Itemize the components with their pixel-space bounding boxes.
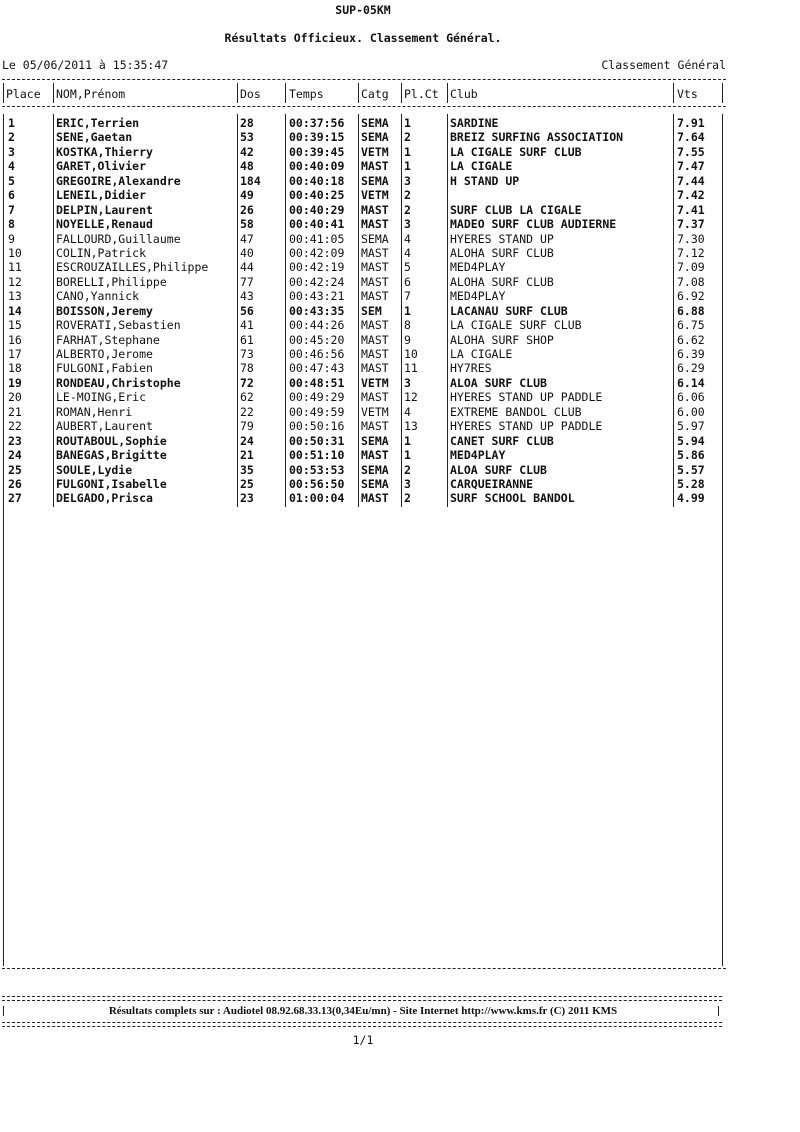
cell-catg: MAST: [361, 159, 389, 174]
cell-temps: 00:53:53: [289, 462, 345, 477]
cell-nom: DELPIN,Laurent: [56, 202, 153, 217]
cell-temps: 00:49:29: [289, 390, 345, 405]
cell-vts: 6.29: [677, 361, 705, 376]
cell-vts: 7.41: [677, 202, 705, 217]
cell-dos: 42: [240, 144, 254, 159]
cell-temps: 00:56:50: [289, 476, 345, 491]
cell-catg: MAST: [361, 390, 389, 405]
cell-club: ALOA SURF CLUB: [450, 462, 547, 477]
cell-club: MED4PLAY: [450, 448, 506, 463]
table-row: [0, 376, 726, 390]
cell-club: HY7RES: [450, 361, 492, 376]
table-row: [0, 130, 726, 144]
cell-plct: 3: [404, 476, 411, 491]
cell-nom: BANEGAS,Brigitte: [56, 448, 167, 463]
cell-vts: 7.47: [677, 159, 705, 174]
cell-dos: 43: [240, 289, 254, 304]
cell-dos: 21: [240, 448, 254, 463]
cell-catg: MAST: [361, 448, 389, 463]
cell-dos: 79: [240, 419, 254, 434]
cell-catg: SEMA: [361, 116, 389, 130]
cell-nom: GREGOIRE,Alexandre: [56, 173, 181, 188]
cell-plct: 3: [404, 375, 411, 390]
cell-vts: 6.62: [677, 332, 705, 347]
cell-place: 5: [8, 173, 15, 188]
cell-temps: 00:43:21: [289, 289, 345, 304]
cell-catg: MAST: [361, 202, 389, 217]
cell-place: 19: [8, 375, 22, 390]
table-border-right-header: [722, 83, 723, 103]
table-row: [0, 405, 726, 419]
page-number: 1/1: [352, 1033, 374, 1047]
cell-temps: 00:40:29: [289, 202, 345, 217]
cell-place: 23: [8, 433, 22, 448]
table-row: [0, 260, 726, 274]
cell-dos: 24: [240, 433, 254, 448]
cell-vts: 7.08: [677, 274, 705, 289]
cell-nom: LENEIL,Didier: [56, 188, 147, 203]
cell-plct: 1: [404, 116, 411, 130]
cell-place: 10: [8, 245, 22, 260]
cell-nom: KOSTKA,Thierry: [56, 144, 153, 159]
cell-dos: 40: [240, 245, 254, 260]
cell-temps: 00:40:41: [289, 217, 345, 232]
cell-plct: 2: [404, 491, 411, 506]
cell-nom: FARHAT,Stephane: [56, 332, 160, 347]
footer-bottom-border: [2, 1022, 722, 1027]
table-row: [0, 145, 726, 159]
cell-place: 21: [8, 404, 22, 419]
cell-plct: 6: [404, 274, 411, 289]
date-line: Le 05/06/2011 à 15:35:47: [2, 58, 169, 72]
header-divider: [2, 106, 726, 107]
cell-dos: 62: [240, 390, 254, 405]
cell-dos: 23: [240, 491, 254, 506]
cell-dos: 35: [240, 462, 254, 477]
cell-nom: FALLOURD,Guillaume: [56, 231, 181, 246]
cell-catg: MAST: [361, 274, 389, 289]
table-row: [0, 361, 726, 375]
cell-dos: 184: [240, 173, 261, 188]
cell-catg: MAST: [361, 217, 389, 232]
cell-vts: 7.37: [677, 217, 705, 232]
header-temps: Temps: [289, 87, 324, 101]
cell-club: SURF CLUB LA CIGALE: [450, 202, 582, 217]
cell-catg: SEMA: [361, 173, 389, 188]
cell-vts: 7.64: [677, 130, 705, 145]
cell-place: 16: [8, 332, 22, 347]
cell-plct: 2: [404, 462, 411, 477]
cell-club: CARQUEIRANNE: [450, 476, 534, 491]
cell-catg: MAST: [361, 245, 389, 260]
cell-vts: 6.00: [677, 404, 705, 419]
table-row: [0, 174, 726, 188]
cell-dos: 61: [240, 332, 254, 347]
cell-vts: 5.94: [677, 433, 705, 448]
cell-nom: SENE,Gaetan: [56, 130, 133, 145]
cell-vts: 7.30: [677, 231, 705, 246]
cell-catg: SEMA: [361, 462, 389, 477]
cell-plct: 3: [404, 217, 411, 232]
cell-place: 17: [8, 347, 22, 361]
cell-plct: 4: [404, 245, 411, 260]
cell-temps: 00:51:10: [289, 448, 345, 463]
table-row: [0, 419, 726, 433]
page-subtitle: Résultats Officieux. Classement Général.: [224, 31, 502, 45]
column-separator: [285, 83, 286, 103]
cell-dos: 47: [240, 231, 254, 246]
footer-text: Résultats complets sur : Audiotel 08.92.68.33.13(0,34Eu/mn) - Site Internet http://www.kms.fr (C) 2011 KMS: [108, 1005, 618, 1017]
cell-catg: MAST: [361, 419, 389, 434]
cell-nom: FULGONI,Isabelle: [56, 476, 167, 491]
cell-club: HYERES STAND UP PADDLE: [450, 419, 603, 434]
cell-temps: 00:42:09: [289, 245, 345, 260]
cell-place: 20: [8, 390, 22, 405]
classement-label: Classement Général: [601, 58, 726, 72]
cell-place: 26: [8, 476, 22, 491]
table-row: [0, 318, 726, 332]
cell-plct: 10: [404, 347, 418, 361]
cell-nom: AUBERT,Laurent: [56, 419, 153, 434]
cell-catg: MAST: [361, 347, 389, 361]
table-row: [0, 347, 726, 361]
cell-dos: 28: [240, 116, 254, 130]
cell-plct: 1: [404, 303, 411, 318]
cell-catg: MAST: [361, 332, 389, 347]
cell-place: 7: [8, 202, 15, 217]
cell-catg: MAST: [361, 260, 389, 275]
cell-vts: 5.28: [677, 476, 705, 491]
cell-vts: 6.75: [677, 318, 705, 333]
cell-catg: SEMA: [361, 476, 389, 491]
cell-plct: 1: [404, 433, 411, 448]
cell-dos: 26: [240, 202, 254, 217]
cell-catg: VETM: [361, 188, 389, 203]
cell-place: 22: [8, 419, 22, 434]
header-dos: Dos: [240, 87, 261, 101]
cell-temps: 00:43:35: [289, 303, 345, 318]
cell-club: LACANAU SURF CLUB: [450, 303, 568, 318]
cell-club: MED4PLAY: [450, 260, 506, 275]
cell-plct: 2: [404, 188, 411, 203]
table-row: [0, 246, 726, 260]
header-nom: NOM,Prénom: [56, 87, 126, 101]
cell-club: SARDINE: [450, 116, 499, 130]
table-row: [0, 232, 726, 246]
cell-club: MADEO SURF CLUB AUDIERNE: [450, 217, 617, 232]
cell-place: 14: [8, 303, 22, 318]
cell-nom: ALBERTO,Jerome: [56, 347, 153, 361]
table-row: [0, 477, 726, 491]
cell-vts: 7.09: [677, 260, 705, 275]
cell-club: ALOHA SURF CLUB: [450, 245, 554, 260]
cell-temps: 00:42:19: [289, 260, 345, 275]
cell-temps: 00:44:26: [289, 318, 345, 333]
cell-temps: 00:48:51: [289, 375, 345, 390]
cell-nom: GARET,Olivier: [56, 159, 147, 174]
table-row: [0, 304, 726, 318]
header-club: Club: [450, 87, 478, 101]
cell-temps: 00:41:05: [289, 231, 345, 246]
cell-place: 11: [8, 260, 22, 275]
cell-place: 8: [8, 217, 15, 232]
cell-catg: VETM: [361, 404, 389, 419]
cell-vts: 5.97: [677, 419, 705, 434]
cell-club: LA CIGALE: [450, 347, 513, 361]
cell-place: 3: [8, 144, 15, 159]
cell-dos: 22: [240, 404, 254, 419]
table-row: [0, 434, 726, 448]
cell-temps: 01:00:04: [289, 491, 345, 506]
cell-plct: 4: [404, 404, 411, 419]
cell-catg: MAST: [361, 361, 389, 376]
cell-club: H STAND UP: [450, 173, 520, 188]
cell-temps: 00:39:15: [289, 130, 345, 145]
cell-place: 25: [8, 462, 22, 477]
cell-place: 24: [8, 448, 22, 463]
cell-nom: LE-MOING,Eric: [56, 390, 147, 405]
cell-dos: 58: [240, 217, 254, 232]
cell-place: 18: [8, 361, 22, 376]
cell-vts: 7.42: [677, 188, 705, 203]
cell-dos: 72: [240, 375, 254, 390]
cell-plct: 3: [404, 173, 411, 188]
cell-nom: ESCROUZAILLES,Philippe: [56, 260, 209, 275]
cell-club: LA CIGALE SURF CLUB: [450, 144, 582, 159]
cell-temps: 00:37:56: [289, 116, 345, 130]
table-row: [0, 159, 726, 173]
cell-plct: 9: [404, 332, 411, 347]
cell-dos: 25: [240, 476, 254, 491]
cell-place: 4: [8, 159, 15, 174]
cell-nom: SOULE,Lydie: [56, 462, 133, 477]
cell-temps: 00:40:09: [289, 159, 345, 174]
cell-club: ALOHA SURF SHOP: [450, 332, 554, 347]
cell-nom: COLIN,Patrick: [56, 245, 147, 260]
cell-catg: MAST: [361, 318, 389, 333]
cell-dos: 78: [240, 361, 254, 376]
cell-nom: DELGADO,Prisca: [56, 491, 153, 506]
table-row: [0, 390, 726, 404]
cell-catg: SEMA: [361, 231, 389, 246]
cell-catg: VETM: [361, 375, 389, 390]
cell-nom: NOYELLE,Renaud: [56, 217, 153, 232]
cell-plct: 2: [404, 130, 411, 145]
table-row: [0, 116, 726, 130]
header-place: Place: [6, 87, 41, 101]
table-row: [0, 275, 726, 289]
cell-temps: 00:40:25: [289, 188, 345, 203]
cell-dos: 56: [240, 303, 254, 318]
cell-vts: 5.57: [677, 462, 705, 477]
cell-dos: 53: [240, 130, 254, 145]
cell-vts: 7.91: [677, 116, 705, 130]
cell-dos: 73: [240, 347, 254, 361]
cell-temps: 00:50:16: [289, 419, 345, 434]
cell-catg: MAST: [361, 289, 389, 304]
cell-plct: 7: [404, 289, 411, 304]
cell-club: ALOA SURF CLUB: [450, 375, 547, 390]
cell-vts: 6.06: [677, 390, 705, 405]
cell-nom: ROMAN,Henri: [56, 404, 133, 419]
cell-plct: 1: [404, 448, 411, 463]
results-table-body: [0, 116, 726, 506]
cell-place: 12: [8, 274, 22, 289]
cell-club: BREIZ SURFING ASSOCIATION: [450, 130, 624, 145]
cell-vts: 7.12: [677, 245, 705, 260]
cell-temps: 00:45:20: [289, 332, 345, 347]
cell-club: LA CIGALE SURF CLUB: [450, 318, 582, 333]
cell-club: CANET SURF CLUB: [450, 433, 554, 448]
cell-vts: 7.55: [677, 144, 705, 159]
cell-temps: 00:39:45: [289, 144, 345, 159]
cell-club: HYERES STAND UP PADDLE: [450, 390, 603, 405]
cell-plct: 4: [404, 231, 411, 246]
column-separator: [401, 83, 402, 103]
cell-temps: 00:46:56: [289, 347, 345, 361]
cell-vts: 6.88: [677, 303, 705, 318]
cell-temps: 00:47:43: [289, 361, 345, 376]
table-row: [0, 448, 726, 462]
cell-catg: MAST: [361, 491, 389, 506]
cell-catg: VETM: [361, 144, 389, 159]
cell-plct: 2: [404, 202, 411, 217]
cell-dos: 41: [240, 318, 254, 333]
header-vts: Vts: [677, 87, 698, 101]
cell-dos: 77: [240, 274, 254, 289]
cell-dos: 49: [240, 188, 254, 203]
cell-place: 13: [8, 289, 22, 304]
cell-vts: 6.39: [677, 347, 705, 361]
cell-vts: 5.86: [677, 448, 705, 463]
cell-temps: 00:50:31: [289, 433, 345, 448]
cell-nom: BORELLI,Philippe: [56, 274, 167, 289]
cell-nom: ROUTABOUL,Sophie: [56, 433, 167, 448]
cell-nom: FULGONI,Fabien: [56, 361, 153, 376]
cell-club: SURF SCHOOL BANDOL: [450, 491, 575, 506]
cell-nom: CANO,Yannick: [56, 289, 140, 304]
column-separator: [447, 83, 448, 103]
cell-dos: 48: [240, 159, 254, 174]
cell-temps: 00:42:24: [289, 274, 345, 289]
cell-temps: 00:40:18: [289, 173, 345, 188]
cell-plct: 1: [404, 144, 411, 159]
cell-vts: 6.14: [677, 375, 705, 390]
cell-plct: 8: [404, 318, 411, 333]
cell-nom: ROVERATI,Sebastien: [56, 318, 181, 333]
cell-dos: 44: [240, 260, 254, 275]
table-row: [0, 491, 726, 505]
cell-catg: SEM: [361, 303, 382, 318]
bottom-divider: [2, 968, 726, 969]
cell-temps: 00:49:59: [289, 404, 345, 419]
cell-place: 6: [8, 188, 15, 203]
cell-club: MED4PLAY: [450, 289, 506, 304]
page-title: SUP-05KM: [335, 3, 391, 17]
footer-top-border: [2, 996, 722, 1001]
column-separator: [358, 83, 359, 103]
table-row: [0, 217, 726, 231]
cell-plct: 12: [404, 390, 418, 405]
cell-club: EXTREME BANDOL CLUB: [450, 404, 582, 419]
cell-place: 15: [8, 318, 22, 333]
cell-place: 9: [8, 231, 15, 246]
cell-club: LA CIGALE: [450, 159, 513, 174]
cell-vts: 4.99: [677, 491, 705, 506]
cell-catg: SEMA: [361, 433, 389, 448]
cell-club: ALOHA SURF CLUB: [450, 274, 554, 289]
cell-place: 27: [8, 491, 22, 506]
header-catg: Catg: [361, 87, 389, 101]
cell-place: 2: [8, 130, 15, 145]
column-separator: [237, 83, 238, 103]
cell-plct: 1: [404, 159, 411, 174]
cell-vts: 6.92: [677, 289, 705, 304]
cell-plct: 5: [404, 260, 411, 275]
cell-catg: SEMA: [361, 130, 389, 145]
table-row: [0, 289, 726, 303]
table-border-left-header: [3, 83, 4, 103]
table-row: [0, 203, 726, 217]
top-divider: [2, 79, 726, 80]
column-separator: [673, 83, 674, 103]
cell-vts: 7.44: [677, 173, 705, 188]
cell-place: 1: [8, 116, 15, 130]
cell-nom: BOISSON,Jeremy: [56, 303, 153, 318]
cell-nom: RONDEAU,Christophe: [56, 375, 181, 390]
table-row: [0, 463, 726, 477]
cell-club: HYERES STAND UP: [450, 231, 554, 246]
header-plct: Pl.Ct: [404, 87, 439, 101]
cell-nom: ERIC,Terrien: [56, 116, 140, 130]
cell-plct: 13: [404, 419, 418, 434]
table-row: [0, 333, 726, 347]
cell-plct: 11: [404, 361, 418, 376]
table-row: [0, 188, 726, 202]
column-separator: [53, 83, 54, 103]
